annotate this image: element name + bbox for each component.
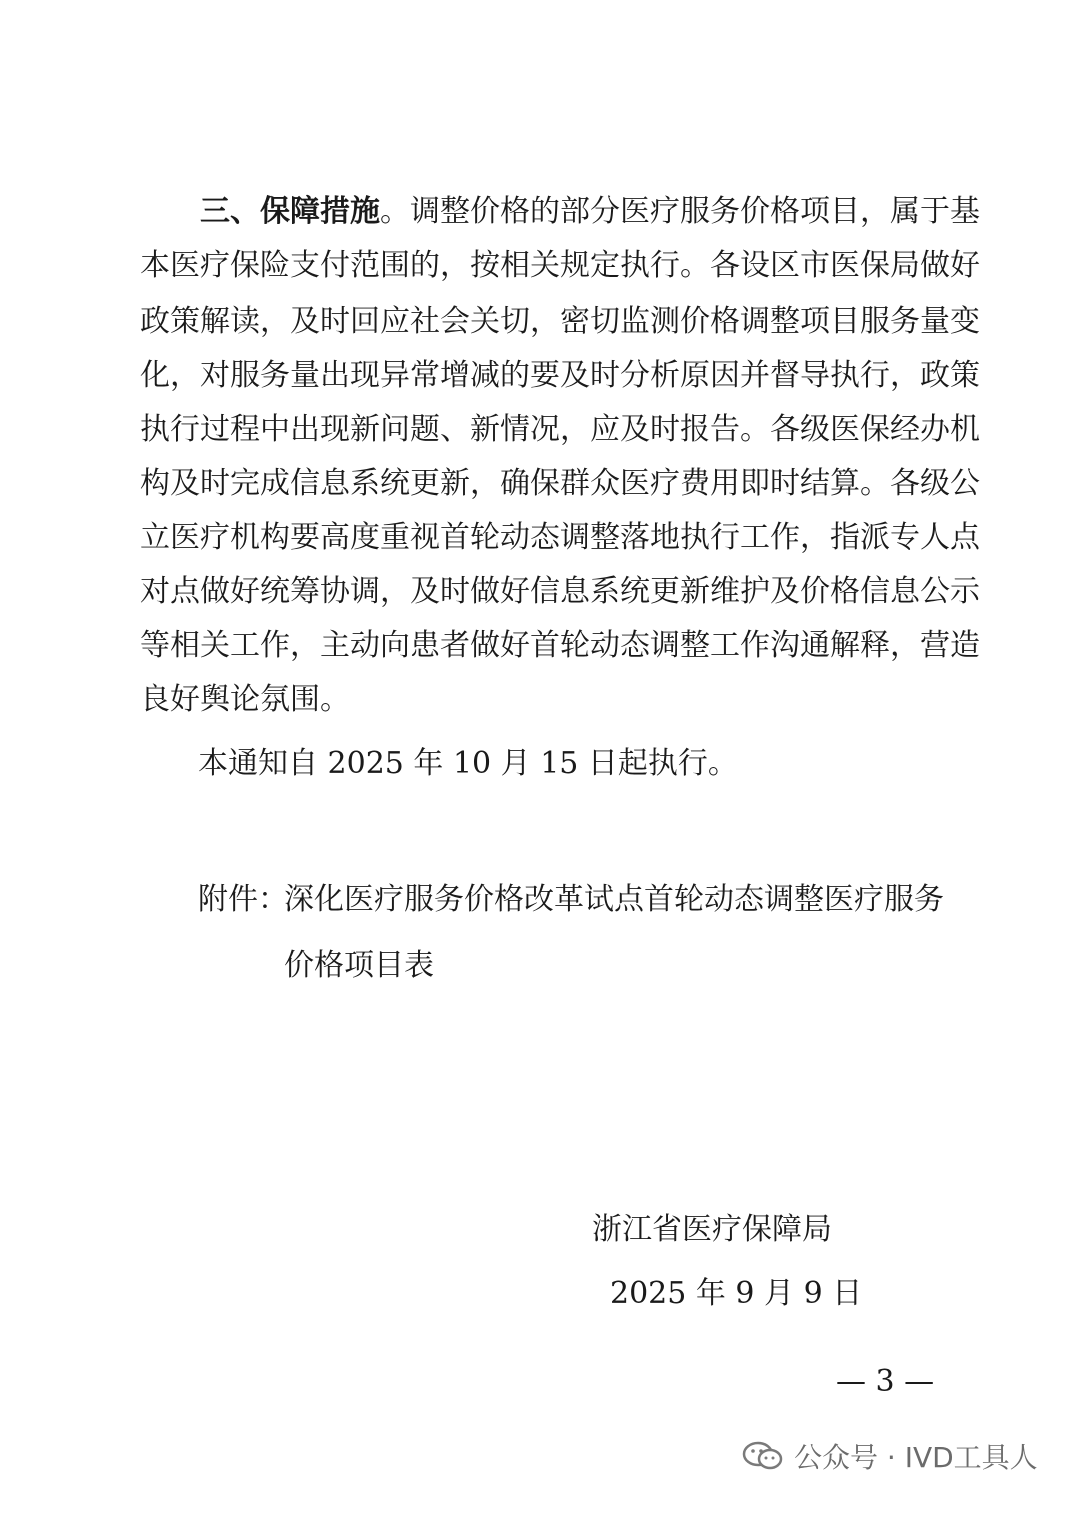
paragraph-line-3: 政策解读，及时回应社会关切，密切监测价格调整项目服务量变 bbox=[140, 304, 980, 339]
page-number: — 3 — bbox=[836, 1364, 935, 1399]
paragraph-text: 。调整价格的部分医疗服务价格项目，属于基 bbox=[380, 194, 980, 229]
paragraph-line-7: 立医疗机构要高度重视首轮动态调整落地执行工作，指派专人点 bbox=[140, 520, 980, 555]
paragraph-line-5: 执行过程中出现新问题、新情况，应及时报告。各级医保经办机 bbox=[140, 412, 980, 447]
attachment-label: 附件： bbox=[198, 882, 288, 917]
attachment-title-line-2: 价格项目表 bbox=[284, 948, 434, 983]
wechat-channel-icon bbox=[742, 1440, 784, 1472]
watermark bbox=[742, 1436, 1038, 1476]
watermark-text: 公众号 · IVD工具人 bbox=[794, 1441, 1038, 1474]
section-heading: 三、保障措施 bbox=[200, 194, 380, 229]
paragraph-line-6: 构及时完成信息系统更新，确保群众医疗费用即时结算。各级公 bbox=[140, 466, 980, 501]
paragraph-line-9: 等相关工作，主动向患者做好首轮动态调整工作沟通解释，营造 bbox=[140, 628, 980, 663]
paragraph-line-2: 本医疗保险支付范围的，按相关规定执行。各设区市医保局做好 bbox=[140, 248, 980, 283]
paragraph-line-1 bbox=[200, 192, 980, 232]
issue-date: 2025 年 9 月 9 日 bbox=[610, 1276, 863, 1311]
issuing-organization: 浙江省医疗保障局 bbox=[592, 1212, 832, 1247]
attachment-title-line-1: 深化医疗服务价格改革试点首轮动态调整医疗服务 bbox=[284, 882, 944, 917]
paragraph-line-8: 对点做好统筹协调，及时做好信息系统更新维护及价格信息公示 bbox=[140, 574, 980, 609]
paragraph-line-4: 化，对服务量出现异常增减的要及时分析原因并督导执行，政策 bbox=[140, 358, 980, 393]
effective-notice: 本通知自 2025 年 10 月 15 日起执行。 bbox=[198, 746, 738, 781]
paragraph-line-10: 良好舆论氛围。 bbox=[140, 682, 350, 717]
